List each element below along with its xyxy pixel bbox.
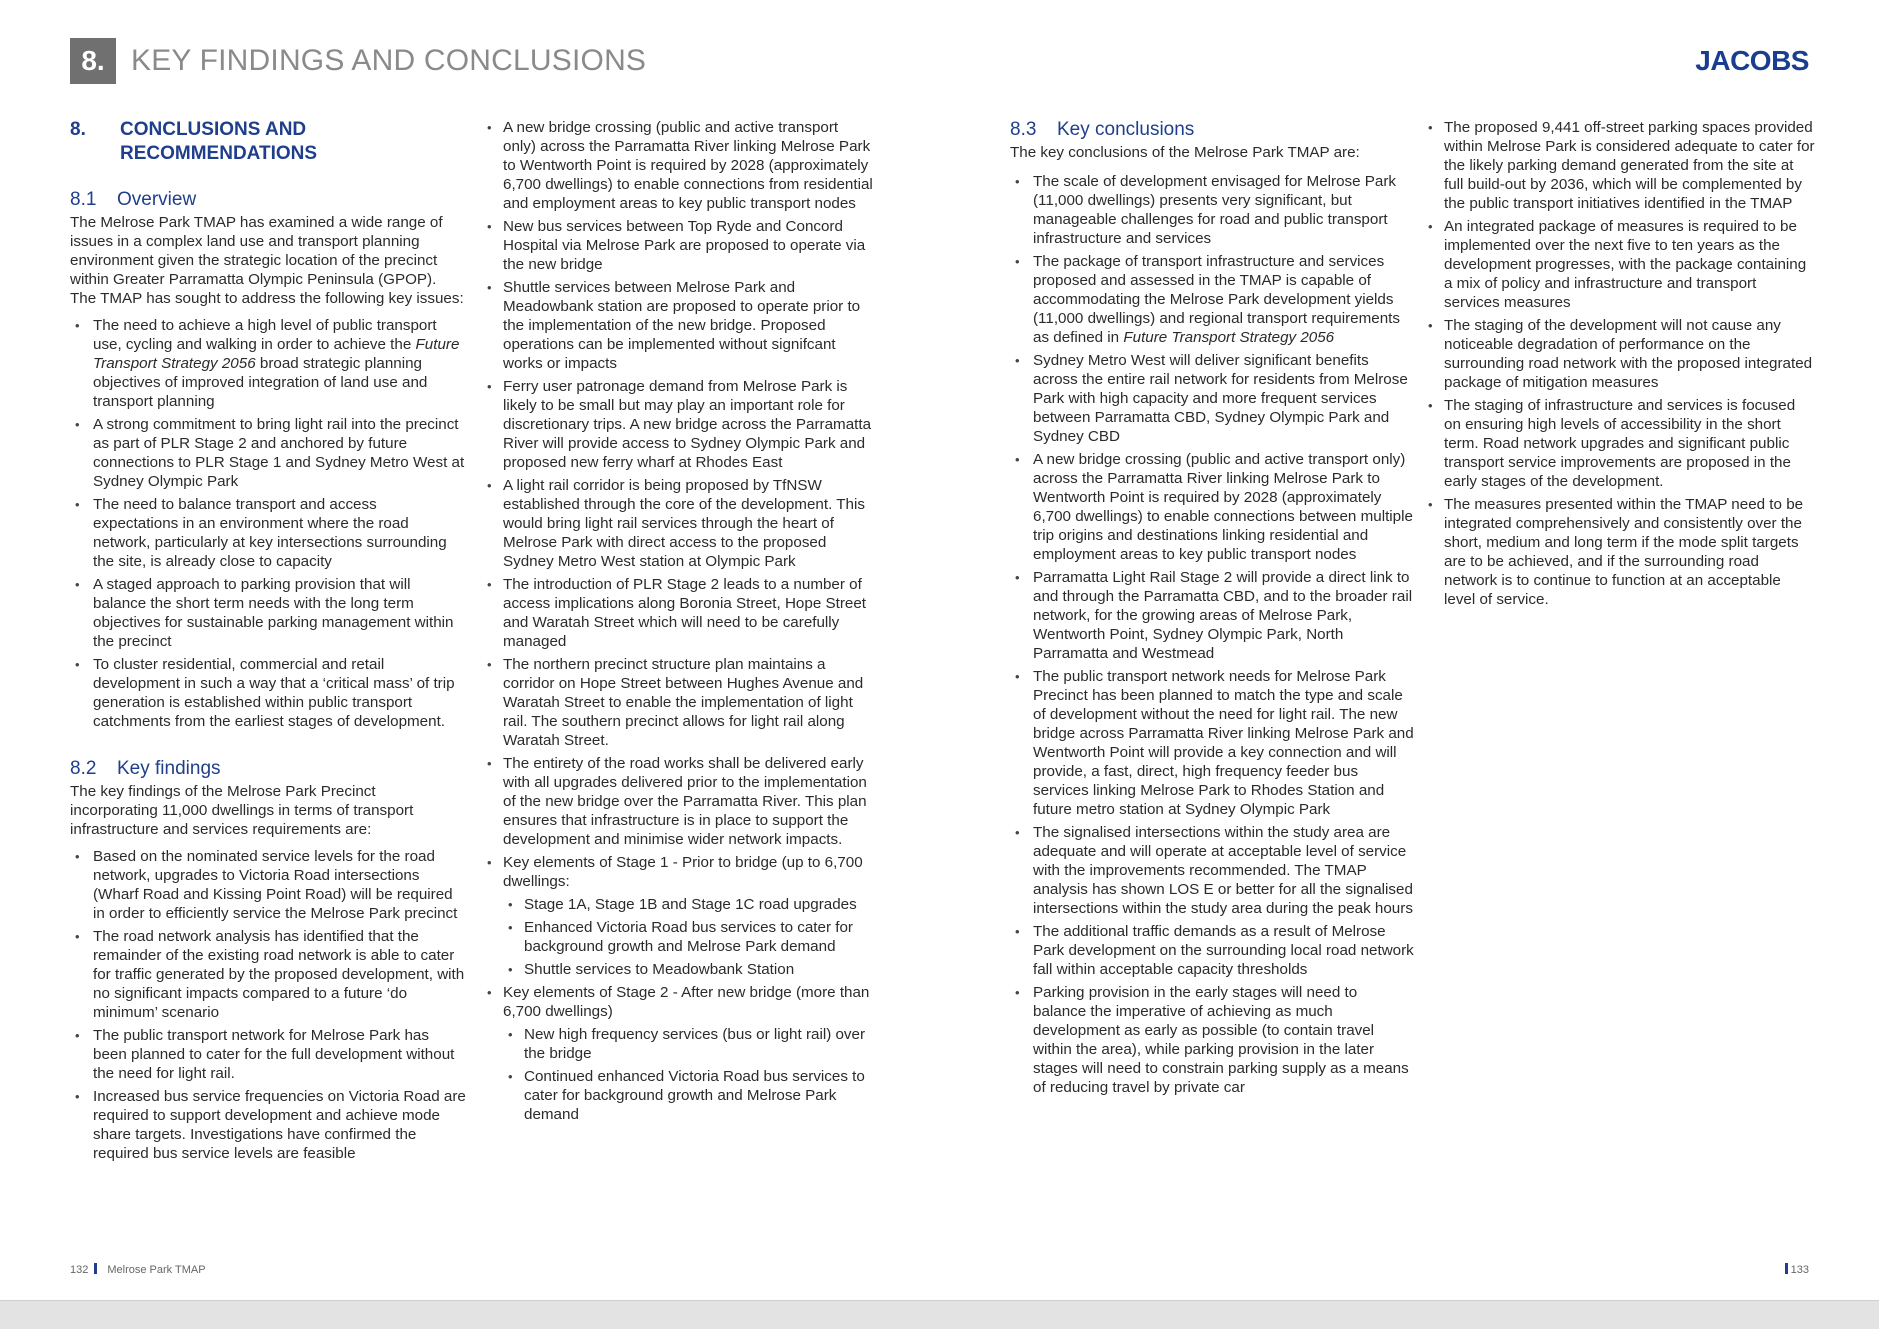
stage-2-sub-list	[503, 1025, 874, 1124]
key-conclusions-intro: The key conclusions of the Melrose Park TMAP are:	[1010, 144, 1360, 161]
sub-list-item: • Shuttle services to Meadowbank Station	[503, 960, 874, 979]
list-item: • The public transport network needs for Melrose Park Precinct has been planned to match the type and scale of development without the need for light rail. The new bridge across Parramatta River linking Melrose Park and Wentworth Point will provide a key connection and will provide, a fast, direct, high frequency feeder bus services linking Melrose Park to Rhodes Station and future metro station at Sydney Olympic Park	[1010, 667, 1414, 819]
column-4	[1423, 118, 1815, 613]
bullet-text: Key elements of Stage 1 - Prior to bridge (up to 6,700 dwellings:	[503, 854, 863, 890]
footer-divider	[94, 1263, 97, 1274]
list-item: • The additional traffic demands as a result of Melrose Park development on the surrounding local road network fall within acceptable capacity thresholds	[1010, 922, 1414, 979]
footer-right	[1785, 1263, 1809, 1276]
viewer-bottom-strip	[0, 1300, 1879, 1329]
section-number: 8.1	[70, 189, 97, 210]
list-item: • The introduction of PLR Stage 2 leads to a number of access implications along Boronia Street, Hope Street and Waratah Street which will need to be carefully managed	[482, 575, 874, 651]
list-item: • The staging of the development will not cause any noticeable degradation of performance on the surrounding road network with the proposed integrated package of mitigation measures	[1423, 316, 1815, 392]
list-item: • A light rail corridor is being proposed by TfNSW established through the core of the development. This would bring light rail services through the heart of Melrose Park with direct access to the proposed Sydney Metro West station at Olympic Park	[482, 476, 874, 571]
jacobs-logo: JACOBS	[1695, 45, 1809, 76]
bullet-text-italic: Future Transport Strategy 2056	[93, 336, 460, 372]
page-number-right: 133	[1790, 1264, 1809, 1276]
stage-1-sub-list	[503, 895, 874, 979]
list-item: • Shuttle services between Melrose Park and Meadowbank station are proposed to operate prior to the implementation of the new bridge. Proposed operations can be implemented without signifcant works or impacts	[482, 278, 874, 373]
overview-bullet-list	[70, 316, 466, 731]
list-item: • A new bridge crossing (public and active transport only) across the Parramatta River linking Melrose Park to Wentworth Point is required by 2028 (approximately 6,700 dwellings) to enable connections from residential and employment areas to key public transport nodes	[482, 118, 874, 213]
chapter-heading-number: 8.	[70, 119, 86, 140]
list-item: • The staging of infrastructure and services is focused on ensuring high levels of accessibility in the short term. Road network upgrades and significant public transport service improvements are proposed in the early stages of the development.	[1423, 396, 1815, 491]
bullet-text: The need to achieve a high level of public transport use, cycling and walking in order to achieve the	[93, 317, 437, 353]
list-item: • Parking provision in the early stages will need to balance the imperative of achieving as much development as early as possible (to contain travel within the area), while parking provision in the later stages will need to constrain parking supply as a means of reducing travel by private car	[1010, 983, 1414, 1097]
sub-list-item: • New high frequency services (bus or light rail) over the bridge	[503, 1025, 874, 1063]
section-heading-overview	[70, 188, 466, 212]
section-heading-key-findings	[70, 757, 466, 781]
list-item: • Increased bus service frequencies on Victoria Road are required to support development and achieve mode share targets. Investigations have confirmed the required bus service levels are feasible	[70, 1087, 466, 1163]
list-item: • The measures presented within the TMAP need to be integrated comprehensively and consistently over the short, medium and long term if the mode split targets are to be achieved, and if the surrounding road network is to continue to function at an acceptable level of service.	[1423, 495, 1815, 609]
sub-list-item: • Continued enhanced Victoria Road bus services to cater for background growth and Melrose Park demand	[503, 1067, 874, 1124]
chapter-number-badge: 8.	[70, 38, 116, 84]
key-conclusions-bullet-list	[1010, 172, 1414, 1097]
bullet-text: Key elements of Stage 2 - After new bridge (more than 6,700 dwellings)	[503, 984, 870, 1020]
key-findings-intro: The key findings of the Melrose Park Precinct incorporating 11,000 dwellings in terms of transport infrastructure and services requirements are:	[70, 783, 414, 838]
list-item: • The proposed 9,441 off-street parking spaces provided within Melrose Park is considered adequate to cater for the likely parking demand generated from the site at full build-out by 2036, which will be complemented by the public transport initiatives identified in the TMAP	[1423, 118, 1815, 213]
section-number: 8.2	[70, 758, 97, 779]
section-heading-key-conclusions	[1010, 118, 1414, 142]
key-conclusions-bullet-list-continued	[1423, 118, 1815, 609]
list-item: • A new bridge crossing (public and active transport only) across the Parramatta River linking Melrose Park to Wentworth Point is required by 2028 (approximately 6,700 dwellings) to enable connections between multiple trip origins and destinations linking residential and employment areas to key public transport nodes	[1010, 450, 1414, 564]
list-item-stage-1	[482, 853, 874, 979]
section-number: 8.3	[1010, 119, 1037, 140]
list-item: • The need to balance transport and access expectations in an environment where the road network, particularly at key intersections surrounding the site, is already close to capacity	[70, 495, 466, 571]
document-name: Melrose Park TMAP	[107, 1264, 206, 1276]
list-item: • New bus services between Top Ryde and Concord Hospital via Melrose Park are proposed to operate via the new bridge	[482, 217, 874, 274]
list-item	[70, 316, 466, 411]
page-header-title: KEY FINDINGS AND CONCLUSIONS	[131, 44, 647, 77]
key-findings-bullet-list-continued	[482, 118, 874, 1124]
footer-divider	[1785, 1263, 1788, 1274]
list-item	[1010, 252, 1414, 347]
column-3	[1010, 118, 1414, 1101]
list-item: • The entirety of the road works shall be delivered early with all upgrades delivered prior to the implementation of the new bridge over the Parramatta River. This plan ensures that infrastructure is in place to support the development and minimise wider network impacts.	[482, 754, 874, 849]
list-item: • To cluster residential, commercial and retail development in such a way that a ‘critical mass’ of trip generation is established within public transport catchments from the earliest stages of development.	[70, 655, 466, 731]
column-2	[482, 118, 874, 1128]
list-item: • An integrated package of measures is required to be implemented over the next five to ten years as the development progresses, with the package containing a mix of policy and infrastructure and transport services measures	[1423, 217, 1815, 312]
chapter-heading	[70, 118, 466, 166]
sub-list-item: • Enhanced Victoria Road bus services to cater for background growth and Melrose Park demand	[503, 918, 874, 956]
bullet-text: The package of transport infrastructure and services proposed and assessed in the TMAP is capable of accommodating the Melrose Park development yields (11,000 dwellings) and regional transport requirements as defined in	[1033, 253, 1400, 346]
list-item: • Based on the nominated service levels for the road network, upgrades to Victoria Road intersections (Wharf Road and Kissing Point Road) will be required in order to efficiently service the Melrose Park precinct	[70, 847, 466, 923]
overview-intro: The Melrose Park TMAP has examined a wide range of issues in a complex land use and transport planning environment given the strategic location of the precinct within Greater Parramatta Olympic Peninsula (GPOP). The TMAP has sought to address the following key issues:	[70, 214, 464, 307]
list-item: • The public transport network for Melrose Park has been planned to cater for the full development without the need for light rail.	[70, 1026, 466, 1083]
list-item: • Sydney Metro West will deliver significant benefits across the entire rail network for residents from Melrose Park with high capacity and more frequent services between Parramatta CBD, Sydney Olympic Park and Sydney CBD	[1010, 351, 1414, 446]
sub-list-item: • Stage 1A, Stage 1B and Stage 1C road upgrades	[503, 895, 874, 914]
footer-left	[70, 1263, 206, 1276]
list-item: • A staged approach to parking provision that will balance the short term needs with the long term objectives for sustainable parking management within the precinct	[70, 575, 466, 651]
list-item: • The road network analysis has identified that the remainder of the existing road network is able to cater for traffic generated by the proposed development, with no significant impacts compared to a future ‘do minimum’ scenario	[70, 927, 466, 1022]
section-title: Key findings	[117, 758, 221, 779]
list-item: • The scale of development envisaged for Melrose Park (11,000 dwellings) presents very significant, but manageable challenges for road and public transport infrastructure and services	[1010, 172, 1414, 248]
section-title: Key conclusions	[1057, 119, 1195, 140]
list-item-stage-2	[482, 983, 874, 1124]
key-findings-bullet-list	[70, 847, 466, 1163]
bullet-text: broad strategic planning objectives of improved integration of land use and transport planning	[93, 355, 428, 410]
list-item: • A strong commitment to bring light rail into the precinct as part of PLR Stage 2 and anchored by future connections to PLR Stage 1 and Sydney Metro West at Sydney Olympic Park	[70, 415, 466, 491]
list-item: • The signalised intersections within the study area are adequate and will operate at acceptable level of service with the improvements recommended. The TMAP analysis has shown LOS E or better for all the signalised intersections within the study area during the peak hours	[1010, 823, 1414, 918]
list-item: • Parramatta Light Rail Stage 2 will provide a direct link to and through the Parramatta CBD, and to the broader rail network, for the growing areas of Melrose Park, Wentworth Point, Sydney Olympic Park, North Parramatta and Westmead	[1010, 568, 1414, 663]
column-1	[70, 118, 466, 1167]
section-title: Overview	[117, 189, 197, 210]
page-number-left: 132	[70, 1264, 89, 1276]
list-item: • The northern precinct structure plan maintains a corridor on Hope Street between Hughes Avenue and Waratah Street to enable the implementation of light rail. The southern precinct allows for light rail along Waratah Street.	[482, 655, 874, 750]
list-item: • Ferry user patronage demand from Melrose Park is likely to be small but may play an important role for discretionary trips. A new bridge across the Parramatta River will provide access to Sydney Olympic Park and proposed new ferry wharf at Rhodes East	[482, 377, 874, 472]
chapter-heading-title: CONCLUSIONS AND RECOMMENDATIONS	[120, 119, 318, 164]
bullet-text-italic: Future Transport Strategy 2056	[1123, 329, 1335, 346]
